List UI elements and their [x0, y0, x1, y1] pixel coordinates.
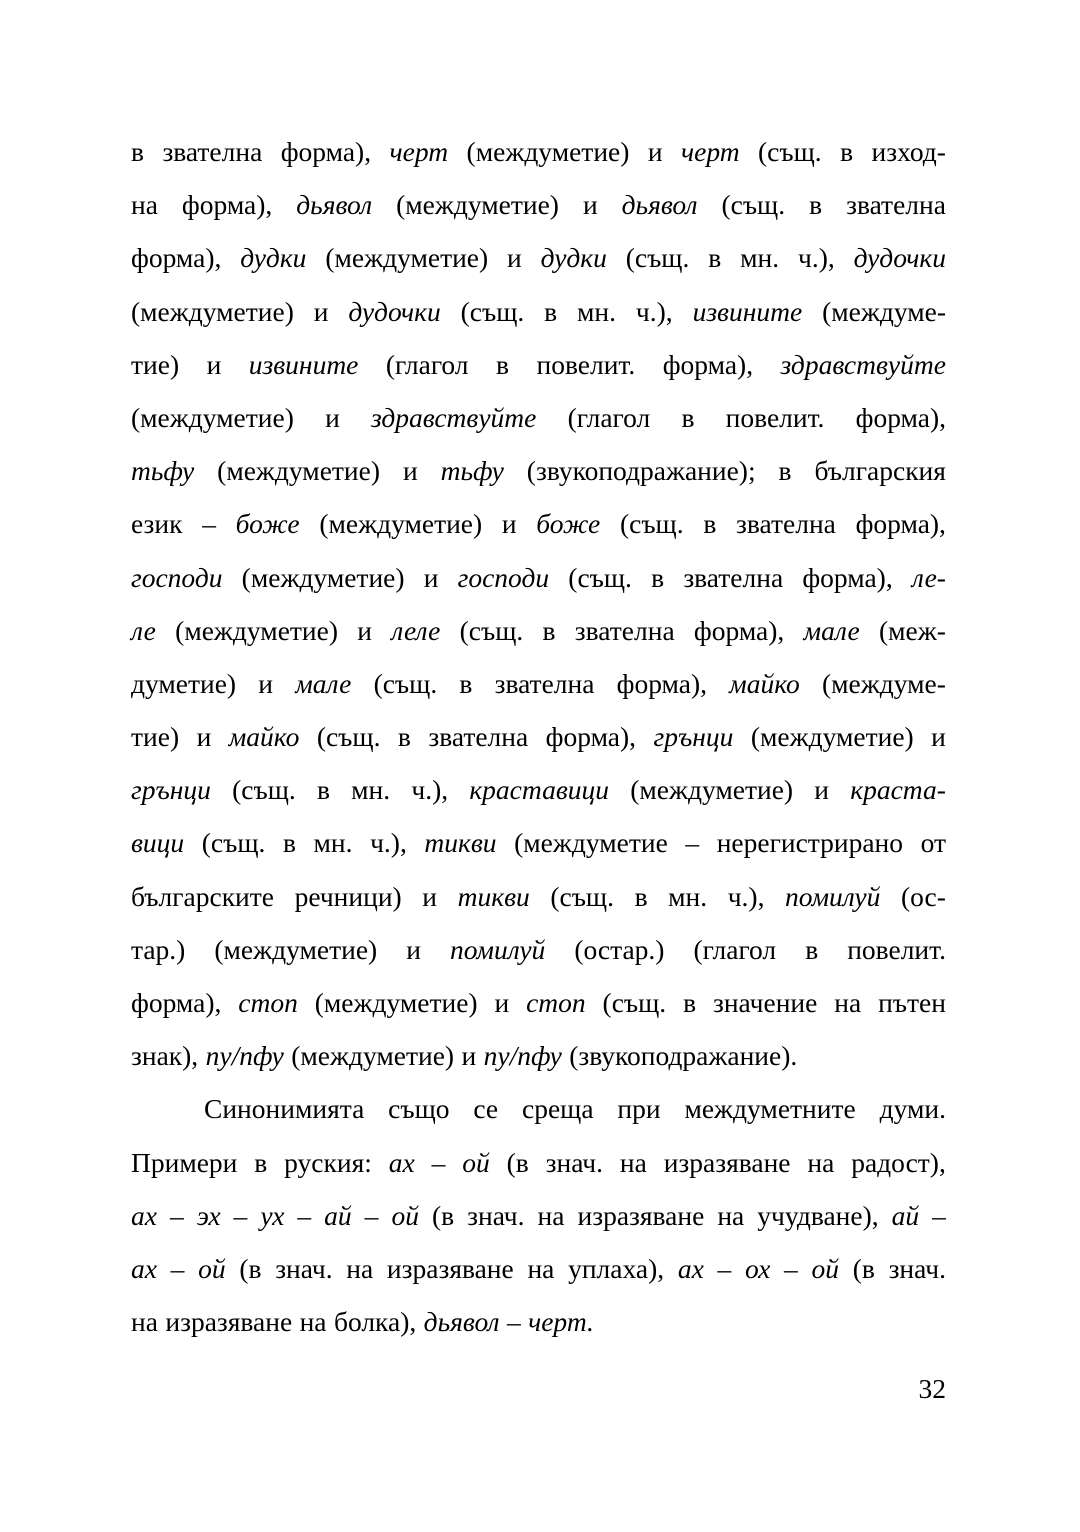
word: на: [299, 1306, 327, 1338]
italic-word: пу/пфу: [205, 1040, 284, 1072]
word: (в: [239, 1252, 262, 1284]
word: ч.),: [797, 242, 835, 274]
word: в: [496, 348, 510, 380]
word: в: [651, 561, 665, 593]
word: в: [316, 774, 330, 806]
italic-word: ах: [677, 1252, 704, 1284]
italic-word: стоп: [238, 987, 298, 1018]
text-line: [131, 657, 946, 710]
text-line: [131, 551, 946, 604]
text-line: [131, 285, 946, 338]
word: в: [703, 508, 717, 540]
word: (глагол: [567, 401, 651, 433]
word: звателна: [428, 721, 529, 753]
word: и: [357, 614, 372, 646]
text-line: [131, 1242, 946, 1295]
italic-word: мале: [803, 614, 860, 646]
word: (същ.: [201, 827, 266, 859]
paragraph: [131, 125, 946, 1082]
word: ч.),: [370, 827, 407, 859]
text-line: [131, 1189, 946, 1242]
word: (междуметие: [514, 827, 668, 859]
word: и: [422, 880, 438, 912]
italic-word: тикви: [457, 880, 530, 912]
word: (междуметие): [630, 774, 794, 806]
word: в: [542, 614, 556, 646]
word: и: [313, 295, 329, 327]
word: в: [840, 136, 854, 167]
word: (междуме-: [821, 667, 946, 699]
word: и: [402, 455, 418, 487]
italic-word: господи: [457, 561, 550, 593]
word: в: [805, 933, 819, 965]
word: знач.: [888, 1252, 946, 1284]
word: (междуметие): [466, 136, 630, 167]
word: изразяване: [165, 1306, 293, 1338]
text-line: [131, 976, 946, 1029]
word: в: [809, 189, 823, 221]
word: в: [544, 295, 558, 327]
word: думетие): [131, 667, 237, 699]
word: на: [131, 189, 158, 221]
text-line: [131, 816, 946, 869]
italic-word: дьявол: [423, 1306, 500, 1338]
word: форма),: [616, 667, 707, 699]
word: и: [647, 136, 663, 167]
text-line: [131, 1082, 946, 1135]
italic-word: ох: [744, 1252, 771, 1284]
italic-word: майко: [729, 667, 800, 699]
word: –: [202, 508, 216, 540]
word: речници): [294, 880, 402, 912]
italic-word: ух: [260, 1199, 285, 1231]
italic-word: черт.: [528, 1306, 594, 1338]
word: мн.: [351, 774, 391, 806]
word: и: [325, 401, 340, 433]
word: (глагол: [385, 348, 469, 380]
italic-word: мале: [295, 667, 352, 699]
word: –: [506, 1306, 521, 1338]
italic-word: здравствуйте: [370, 401, 537, 433]
italic-word: тьфу: [131, 455, 195, 487]
text-line: [131, 444, 946, 497]
word: (междуметие): [750, 721, 914, 753]
word: (междуметие): [214, 933, 378, 965]
word: –: [784, 1252, 798, 1284]
italic-word: дудки: [240, 242, 307, 274]
italic-word: ой: [811, 1252, 839, 1284]
text-line: [131, 604, 946, 657]
word: в: [459, 667, 473, 699]
word: и: [461, 1040, 477, 1072]
word: форма),: [181, 189, 273, 221]
word: и: [196, 721, 212, 753]
text-line: [131, 710, 946, 763]
word: (междуметие): [241, 561, 405, 593]
text-line: [131, 1136, 946, 1189]
word: (междуметие): [131, 295, 294, 327]
word: (в: [506, 1146, 529, 1178]
word: (остар.): [574, 933, 665, 965]
word: звателна: [736, 508, 836, 540]
word: изразяване: [577, 1199, 705, 1231]
word: (в: [852, 1252, 875, 1284]
word: българските: [131, 880, 274, 912]
word: междуметните: [684, 1093, 856, 1125]
word: на: [807, 1146, 835, 1178]
word: на: [619, 1146, 647, 1178]
italic-word: ах: [131, 1252, 157, 1284]
word: и: [507, 242, 522, 274]
word: –: [297, 1199, 312, 1231]
word: (меж-: [879, 614, 946, 646]
word: на: [346, 1252, 374, 1284]
word: повелит.: [536, 348, 636, 380]
word: в: [778, 455, 792, 487]
word: повелит.: [847, 933, 946, 965]
italic-word: стоп: [526, 987, 586, 1018]
word: форма),: [855, 401, 946, 433]
word: учудване),: [757, 1199, 879, 1231]
word: ч.),: [727, 880, 765, 912]
word: –: [431, 1146, 446, 1178]
italic-word: краста-: [850, 774, 946, 806]
word: форма),: [545, 721, 637, 753]
italic-word: ай: [891, 1199, 920, 1231]
italic-word: ле-: [911, 561, 946, 593]
italic-word: леле: [391, 614, 441, 646]
word: среща: [521, 1093, 594, 1125]
text-line: [131, 178, 946, 231]
text-line: [131, 125, 946, 178]
word: от: [920, 827, 946, 859]
italic-word: ой: [462, 1146, 490, 1178]
word: форма),: [855, 508, 946, 540]
italic-word: тикви: [424, 827, 497, 859]
word: –: [169, 1199, 184, 1231]
word: звателна: [494, 667, 595, 699]
italic-word: помилуй: [785, 880, 881, 912]
word: Примери: [131, 1146, 238, 1178]
word: изход-: [871, 136, 946, 167]
word: болка),: [333, 1306, 417, 1338]
word: (звукоподражание).: [569, 1040, 798, 1072]
word: и: [494, 987, 510, 1018]
word: повелит.: [725, 401, 825, 433]
italic-word: боже: [536, 508, 601, 540]
word: (междуметие): [175, 614, 339, 646]
word: форма),: [662, 348, 754, 380]
text-line: [131, 1295, 946, 1348]
word: знач.: [275, 1252, 333, 1284]
text-line: [131, 870, 946, 923]
word: –: [685, 827, 700, 859]
paragraph: [131, 1082, 946, 1348]
word: ч.),: [635, 295, 673, 327]
word: (междуметие): [131, 401, 294, 433]
word: –: [932, 1199, 946, 1231]
word: (същ.: [232, 774, 296, 806]
word: в: [634, 880, 648, 912]
word: (междуметие): [314, 987, 478, 1018]
word: форма),: [131, 987, 222, 1018]
italic-word: здравствуйте: [780, 348, 946, 380]
word: знач.: [545, 1146, 604, 1178]
italic-word: вици: [131, 827, 185, 859]
word: при: [617, 1093, 661, 1125]
italic-word: черт: [389, 136, 449, 167]
word: форма),: [280, 136, 372, 167]
text-line: [131, 391, 946, 444]
word: изразяване: [663, 1146, 791, 1178]
italic-word: эх: [196, 1199, 221, 1231]
word: ч.),: [411, 774, 449, 806]
word: руския:: [284, 1146, 372, 1178]
italic-word: краставици: [469, 774, 610, 806]
word: и: [814, 774, 829, 806]
italic-word: ах: [131, 1199, 157, 1231]
word: и: [931, 721, 946, 753]
italic-word: майко: [228, 721, 300, 753]
word: и: [258, 667, 273, 699]
word: и: [501, 508, 517, 540]
word: (същ.: [619, 508, 684, 540]
word: българския: [814, 455, 946, 487]
word: също: [388, 1093, 450, 1125]
word: форма),: [802, 561, 893, 593]
word: звателна: [574, 614, 675, 646]
word: –: [233, 1199, 248, 1231]
italic-word: извините: [692, 295, 803, 327]
word: (междуметие): [291, 1040, 455, 1072]
italic-word: грънци: [131, 774, 211, 806]
word: на: [131, 1306, 158, 1338]
italic-word: дьявол: [621, 189, 698, 221]
word: звателна: [683, 561, 784, 593]
word: (същ.: [550, 880, 614, 912]
word: значение: [712, 987, 818, 1018]
word: тие): [131, 348, 180, 380]
word: –: [170, 1252, 185, 1284]
italic-word: дьявол: [296, 189, 373, 221]
italic-word: пу/пфу: [483, 1040, 562, 1072]
word: (звукоподражание);: [526, 455, 756, 487]
word: Синонимията: [204, 1093, 365, 1125]
word: и: [423, 561, 439, 593]
text-line: [131, 923, 946, 976]
word: (междуметие): [217, 455, 381, 487]
italic-word: дудочки: [348, 295, 441, 327]
word: в: [131, 136, 144, 167]
word: мн.: [740, 242, 780, 274]
word: (същ.: [316, 721, 381, 753]
word: (същ.: [459, 614, 524, 646]
word: мн.: [668, 880, 708, 912]
italic-word: боже: [235, 508, 300, 540]
word: (същ.: [568, 561, 632, 593]
italic-word: ле: [131, 614, 156, 646]
word: знак),: [131, 1040, 199, 1072]
text-line: [131, 1029, 946, 1082]
word: на: [537, 1199, 565, 1231]
word: в: [397, 721, 411, 753]
word: думи.: [879, 1093, 946, 1125]
word: (глагол: [693, 933, 777, 965]
text-line: [131, 338, 946, 391]
word: (същ.: [602, 987, 667, 1018]
italic-word: извините: [248, 348, 359, 380]
word: тар.): [131, 933, 186, 965]
word: изразяване: [386, 1252, 514, 1284]
word: и: [406, 933, 421, 965]
italic-word: ах: [388, 1146, 415, 1178]
word: се: [473, 1093, 499, 1125]
word: език: [131, 508, 183, 540]
word: (ос-: [900, 880, 946, 912]
italic-word: ой: [198, 1252, 226, 1284]
word: радост),: [851, 1146, 946, 1178]
word: звателна: [846, 189, 946, 221]
word: на: [834, 987, 862, 1018]
word: на: [717, 1199, 745, 1231]
italic-word: господи: [131, 561, 223, 593]
word: –: [717, 1252, 732, 1284]
word: и: [582, 189, 598, 221]
word: в: [681, 401, 695, 433]
word: (междуме-: [822, 295, 946, 327]
word: (същ.: [758, 136, 822, 167]
word: звателна: [162, 136, 263, 167]
word: мн.: [577, 295, 617, 327]
word: форма),: [693, 614, 785, 646]
word: в: [708, 242, 722, 274]
italic-word: дудки: [540, 242, 607, 274]
body-text: [131, 125, 946, 1348]
word: знач.: [467, 1199, 525, 1231]
italic-word: грънци: [653, 721, 734, 753]
italic-word: помилуй: [449, 933, 546, 965]
word: в: [683, 987, 697, 1018]
word: (в: [431, 1199, 455, 1231]
word: на: [527, 1252, 555, 1284]
word: (същ.: [721, 189, 786, 221]
word: нерегистрирано: [716, 827, 904, 859]
text-line: [131, 231, 946, 284]
word: и: [206, 348, 222, 380]
italic-word: ай: [324, 1199, 352, 1231]
word: в: [254, 1146, 268, 1178]
word: (междуметие): [396, 189, 559, 221]
text-line: [131, 763, 946, 816]
word: (междуметие): [325, 242, 489, 274]
page-number: 32: [918, 1373, 946, 1404]
word: (същ.: [625, 242, 690, 274]
word: пътен: [878, 987, 946, 1018]
word: –: [364, 1199, 379, 1231]
word: (същ.: [373, 667, 438, 699]
italic-word: ой: [391, 1199, 419, 1231]
word: (междуметие): [319, 508, 483, 540]
word: в: [282, 827, 296, 859]
word: форма),: [131, 242, 222, 274]
italic-word: тьфу: [440, 455, 504, 487]
word: (същ.: [460, 295, 525, 327]
word: мн.: [313, 827, 353, 859]
text-line: [131, 497, 946, 550]
italic-word: дудочки: [853, 242, 946, 274]
word: тие): [131, 721, 180, 753]
italic-word: черт: [681, 136, 740, 167]
word: уплаха),: [568, 1252, 665, 1284]
